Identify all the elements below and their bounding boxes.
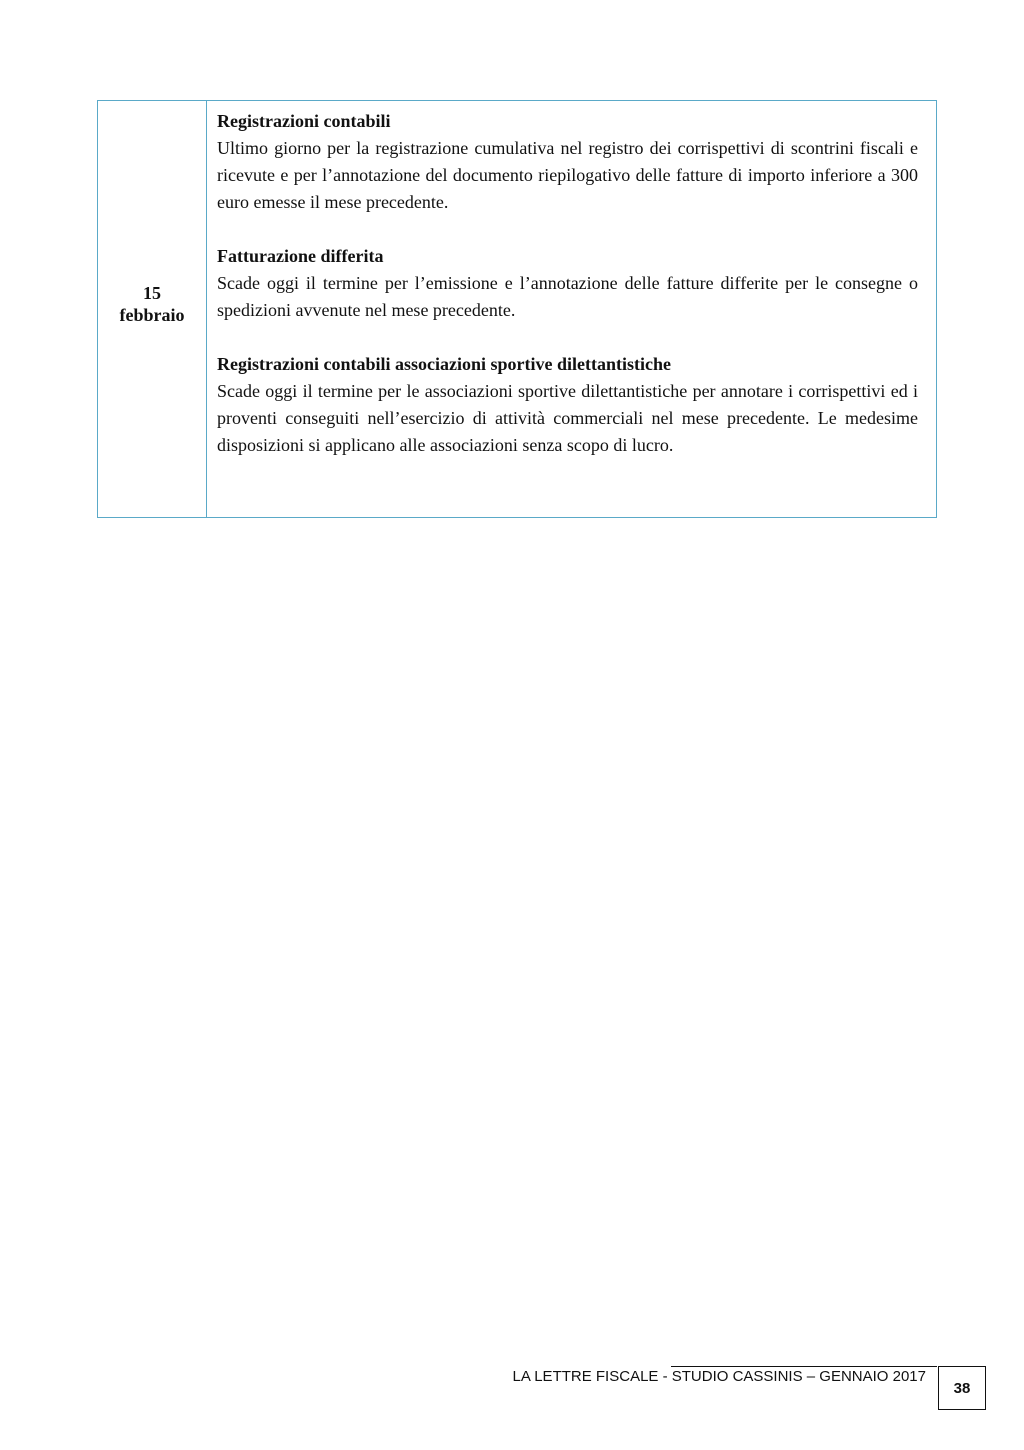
date-month: febbraio	[119, 305, 185, 325]
section-title: Fatturazione differita	[217, 246, 384, 266]
section-fatturazione-differita	[217, 243, 918, 324]
page-number: 38	[938, 1366, 986, 1410]
deadline-table	[97, 100, 937, 518]
section-title: Registrazioni contabili associazioni sportive dilettantistiche	[217, 354, 671, 374]
section-title: Registrazioni contabili	[217, 111, 391, 131]
footer-divider	[671, 1366, 937, 1367]
date-cell	[98, 101, 207, 517]
section-body: Scade oggi il termine per le associazioni sportive dilettantistiche per annotare i corrispettivi ed i proventi conseguiti nell’esercizio di attività commerciali nel mese precedente. Le medesime disposizioni si applicano alle associazioni senza scopo di lucro.	[217, 381, 918, 455]
date-day: 15	[143, 283, 161, 303]
section-registrazioni-contabili	[217, 108, 918, 216]
section-body: Ultimo giorno per la registrazione cumulativa nel registro dei corrispettivi di scontrini fiscali e ricevute e per l’annotazione del documento riepilogativo delle fatture di importo inferiore a 300 euro emesse il mese precedente.	[217, 138, 918, 212]
content-cell	[207, 101, 936, 517]
section-associazioni-sportive	[217, 351, 918, 459]
section-body: Scade oggi il termine per l’emissione e l’annotazione delle fatture differite per le consegne o spedizioni avvenute nel mese precedente.	[217, 273, 918, 320]
footer-text: LA LETTRE FISCALE - STUDIO CASSINIS – GENNAIO 2017	[512, 1368, 926, 1385]
